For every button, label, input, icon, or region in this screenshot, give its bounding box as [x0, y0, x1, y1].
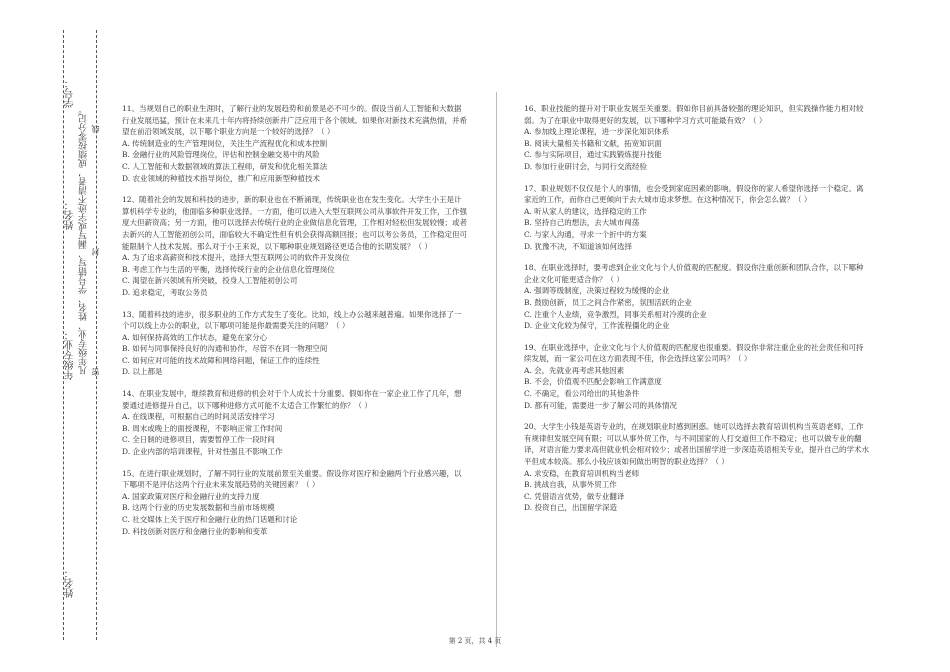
binding-line-outer: [63, 30, 64, 640]
question-stem: 20、大学生小钱是英语专业的，在规划职业时感到困惑。她可以选择去教育培训机构当英语老师，工作有规律但发展空间有限；可以从事外贸工作，与不同国家的人打交道但工作不稳定；也可以做专业的翻译，对语言能力要求高但就业机会相对较少；或者出国留学进一步深造英语相关专业，提升自己的学术水平但成本较高。那么小钱应该如何做出明智的职业选择？（ ）: [524, 422, 869, 467]
option-c: C. 凭借语言优势，做专业翻译: [524, 491, 625, 501]
option-a: A. 听从家人的建议，选择稳定的工作: [524, 206, 647, 216]
option-a: A. 为了追求高薪资和技术提升，选择大型互联网公司的软件开发岗位: [122, 253, 350, 263]
option-c: C. 不确定，看公司给出的其他条件: [524, 389, 640, 399]
option-a: A. 参加线上理论课程，进一步深化知识体系: [524, 127, 670, 137]
right-question-column: [524, 103, 869, 524]
option-c: C. 渴望在新兴领域有所突破，投身人工智能初创公司: [122, 276, 298, 286]
question-17: [524, 183, 869, 253]
option-d: D. 都有可能，需要进一步了解公司的具体情况: [524, 400, 678, 410]
option-c: C. 与家人沟通，寻求一个折中的方案: [524, 229, 647, 239]
question-19: [524, 342, 869, 412]
option-b: B. 坚持自己的想法，去大城市闯荡: [524, 218, 640, 228]
question-12: [122, 194, 467, 298]
option-d: D. 投资自己，出国留学深造: [524, 503, 618, 513]
option-b: B. 金融行业的风险管理岗位，评估和控制金融交易中的风险: [122, 150, 320, 160]
option-a: A. 会，先就业再考虑其他因素: [524, 365, 625, 375]
question-stem: 16、职业技能的提升对于职业发展至关重要。假如你目前具备较强的理论知识，但实践操作能力相对较弱。为了在职业中取得更好的发展，以下哪种学习方式可能最有效？（ ）: [524, 104, 864, 125]
option-c: C. 人工智能和大数据领域的算法工程师，研发和优化相关算法: [122, 161, 328, 171]
option-b: B. 如何与同事保持良好的沟通和协作，尽管不在同一物理空间: [122, 344, 328, 354]
option-d: D. 农业领域的种植技术指导岗位，推广和应用新型种植技术: [122, 173, 321, 183]
student-id-label: 学号：: [65, 78, 76, 108]
school-label: 姓名：: [65, 568, 76, 598]
question-15: [122, 468, 467, 538]
question-14: [122, 388, 467, 458]
option-c: C. 如何应对可能的技术故障和网络问题，保证工作的连续性: [122, 355, 320, 365]
question-stem: 17、职业规划不仅仅是个人的事情，也会受到家庭因素的影响。假设你的家人希望你选择一个稳定、离家近的工作，而你自己更倾向于去大城市追求梦想。在这种情况下，你会怎么做？（ ）: [524, 183, 864, 205]
question-stem: 13、随着科技的进步，很多职业的工作方式发生了变化。比如，线上办公越来越普遍。如果你选择了一个可以线上办公的职业，以下哪项可能是你最需要关注的问题？（ ）: [122, 309, 462, 331]
name-label: 姓名：: [65, 200, 76, 230]
binding-margin: [0, 0, 110, 672]
grade-major-label: 年级专业：: [65, 330, 76, 380]
question-stem: 14、在职业发展中，继续教育和进修的机会对于个人成长十分重要。假如你在一家企业工作了几年，想要通过进修提升自己，以下哪种进修方式可能不太适合工作繁忙的你？（ ）: [122, 389, 462, 410]
question-16: [524, 103, 869, 173]
binding-line-inner: [96, 30, 97, 640]
option-a: A. 传统制造业的生产管理岗位，关注生产流程优化和成本控制: [122, 138, 328, 148]
option-d: D. 企业内部的培训课程，针对性强且不影响工作: [122, 447, 283, 457]
option-a: A. 如何保持高效的工作状态，避免在家分心: [122, 332, 268, 342]
left-question-column: [122, 103, 467, 547]
seal-mark-mi: 密: [91, 368, 100, 376]
option-c: C. 社交媒体上关于医疗和金融行业的热门话题和讨论: [122, 515, 298, 524]
question-18: [524, 262, 869, 332]
option-b: B. 阅读大量相关书籍和文献，拓宽知识面: [524, 138, 662, 148]
page-number: 第 2 页，共 4 页: [448, 637, 502, 645]
question-stem: 15、在进行职业规划时，了解不同行业的发展前景至关重要。假设你对医疗和金融两个行业感兴趣，以下哪项不是评估这两个行业未来发展趋势的关键因素？（ ）: [122, 468, 462, 490]
column-divider: [496, 92, 497, 647]
question-13: [122, 309, 467, 379]
option-b: B. 这两个行业的历史发展数据和当前市场规模: [122, 503, 275, 513]
question-20: [524, 421, 869, 514]
option-b: B. 考虑工作与生活的平衡，选择传统行业的企业信息化管理岗位: [122, 264, 335, 274]
option-c: C. 参与实际项目，通过实践锻炼提升技能: [524, 150, 662, 160]
option-d: D. 科技创新对医疗和金融行业的影响和变革: [122, 526, 268, 536]
option-a: A. 国家政策对医疗和金融行业的支持力度: [122, 491, 260, 501]
option-b: B. 鼓励创新，员工之间合作紧密，氛围活跃的企业: [524, 297, 692, 307]
option-d: D. 追求稳定，考取公务员: [122, 287, 208, 297]
option-d: D. 参加行业研讨会，与同行交流经验: [524, 161, 648, 171]
seal-mark-xian: 线: [91, 125, 100, 133]
option-b: B. 挑战自我，从事外贸工作: [524, 480, 617, 490]
question-stem: 19、在职业选择中，企业文化与个人价值观的匹配度也很重要。假设你非常注重企业的社会责任和可持续发展，而一家公司在这方面表现不佳，你会选择这家公司吗？（ ）: [524, 342, 864, 364]
question-stem: 18、在职业选择时，要考虑到企业文化与个人价值观的匹配度。假设你注重创新和团队合作，以下哪种企业文化可能更适合你？（ ）: [524, 263, 864, 284]
question-11: [122, 103, 467, 184]
option-a: A. 强调等级制度，决策过程较为缓慢的企业: [524, 286, 670, 296]
option-c: C. 注重个人业绩，竞争激烈，同事关系相对冷漠的企业: [524, 309, 707, 319]
question-stem: 12、随着社会的发展和科技的进步，新的职业也在不断涌现，传统职业也在发生变化。大学生小王是计算机科学专业的，他面临多种职业选择。一方面，他可以进入大型互联网公司从事软件开发工作，工作强度大但薪资高；另一方面，他可以选择去传统行业的企业做信息化管理，工作相对轻松但发展较慢；或者去新兴的人工智能初创公司，面临较大不确定性但有机会获得高额回报；也可以考公务员，工作稳定但可能限制个人技术发展。那么对于小王来说，以下哪种职业规划路径更适合他的长期发展？（ ）: [122, 195, 467, 251]
option-d: D. 企业文化较为保守，工作流程僵化的企业: [524, 321, 670, 331]
question-stem: 11、当规划自己的职业生涯时，了解行业的发展趋势和前景是必不可少的。假设当前人工智能和大数据行业发展迅猛，预计在未来几十年内将持续创新并广泛应用于各个领域。如果你对新技术充满热情，并希望在前沿领域发展，以下哪个职业方向是一个较好的选择？（ ）: [122, 104, 467, 137]
option-a: A. 在线课程，可根据自己的时间灵活安排学习: [122, 412, 275, 422]
option-b: B. 不会，价值观不匹配会影响工作满意度: [524, 377, 662, 387]
seal-mark-feng: 封: [91, 248, 100, 256]
option-d: D. 以上都是: [122, 367, 163, 377]
option-d: D. 犹豫不决，不知道该如何选择: [524, 241, 633, 251]
binding-instruction: 凡年级专业、姓名、学号错写、漏写或字迹不清者，成绩按零分记。: [79, 105, 89, 375]
option-b: B. 周末或晚上的面授课程，不影响正常工作时间: [122, 423, 283, 433]
option-a: A. 求安稳，在教育培训机构当老师: [524, 468, 640, 478]
option-c: C. 全日制的进修项目，需要暂停工作一段时间: [122, 435, 275, 445]
